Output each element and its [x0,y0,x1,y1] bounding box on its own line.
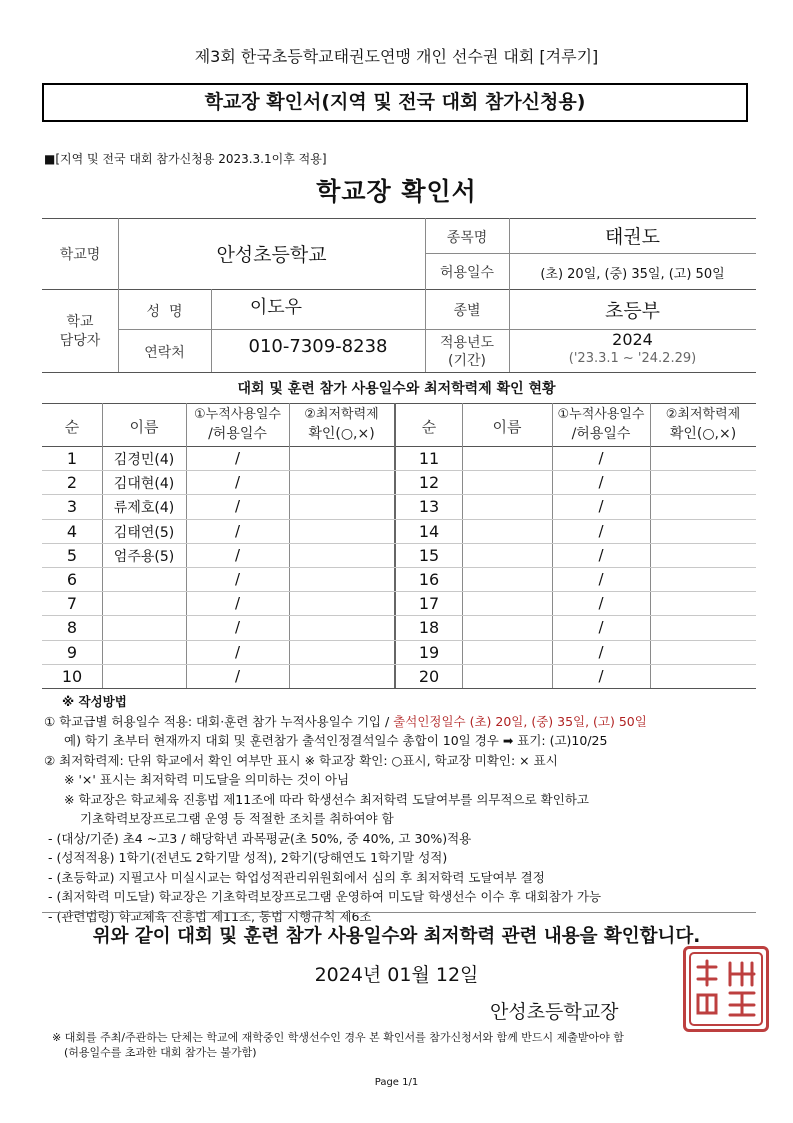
days-used-cell: / [234,618,241,636]
confirmation-statement: 위와 같이 대회 및 훈련 참가 사용일수와 최저학력 관련 내용을 확인합니다. [92,926,701,947]
row-divider [42,591,756,592]
days-used-cell: / [234,473,241,491]
period-value: ('23.3.1 ~ '24.2.29) [568,351,697,366]
row-number: 8 [66,618,78,637]
school-seal-stamp [683,946,769,1032]
name-value: 이도우 [249,297,303,318]
row-divider [42,615,756,616]
row-number: 2 [66,473,78,492]
form-box-title: 학교장 확인서(지역 및 전국 대회 참가신청용) [42,83,748,122]
student-name: 김태연(5) [113,525,175,541]
student-name: 류제호(4) [113,500,175,516]
row-divider [42,519,756,520]
days-used-cell: / [234,643,241,661]
days-used-cell: / [598,522,604,540]
days-used-cell: / [234,594,241,612]
days-used-cell: / [234,546,241,564]
page-number: Page 1/1 [374,1077,419,1088]
row-number: 1 [66,449,78,468]
days-used-cell: / [598,594,604,612]
year-value: 2024 [612,330,653,349]
apply-note: ■[지역 및 전국 대회 참가신청용 2023.3.1이후 적용] [44,152,327,166]
footnote-line-1: ※ 대회를 주최/주관하는 단체는 학교에 재학중인 학생선수인 경우 본 확인서를 참가신청서와 함께 반드시 제출받아야 함 [52,1031,624,1044]
note-1-text: ① 학교급별 허용일수 적용: 대회·훈련 참가 누적사용일수 기입 / [44,713,394,729]
row-number: 9 [66,643,78,662]
days-used-cell: / [598,643,604,661]
row-number: 5 [66,546,78,565]
col-min-left-1: ②최저학력제 [304,407,379,422]
days-used-cell: / [598,667,604,685]
days-used-cell: / [598,618,604,636]
col-days-right-2: /허용일수 [571,426,631,442]
sport-label: 종목명 [446,230,488,246]
days-used-cell: / [598,449,604,467]
row-number: 6 [66,570,78,589]
note-4a: ※ 학교장은 학교체육 진흥법 제11조에 따라 학생선수 최저학력 도달여부를 의무적으로 확인하고 [64,791,589,807]
col-min-right-2: 확인(○,×) [669,426,737,442]
row-number: 10 [61,667,83,686]
days-used-cell: / [234,497,241,515]
days-used-cell: / [234,667,241,685]
col-days-left-2: /허용일수 [208,426,267,442]
category-label: 종별 [453,303,481,319]
detail-1: - (대상/기준) 초4 ~고3 / 해당학년 과목평균(초 50%, 중 40%, 고 30%)적용 [48,830,472,846]
detail-4: - (최저학력 미도달) 학교장은 기초학력보장프로그램 운영하여 미도달 학생선수 이수 후 대회참가 가능 [48,889,602,904]
year-label-1: 적용년도 [439,335,495,351]
col-no-right: 순 [421,418,437,436]
row-number: 16 [418,570,440,589]
notes-bottom-rule [42,912,756,913]
col-name-right: 이름 [492,418,522,436]
detail-5: - (관련법령) 학교체육 진흥법 제11조, 동법 시행규칙 제6조 [48,908,372,924]
note-1-red-text: 출석인정일수 (초) 20일, (중) 35일, (고) 50일 [393,713,647,729]
category-value: 초등부 [604,300,661,322]
row-number: 12 [418,473,440,492]
row-divider [42,664,756,665]
col-days-right-1: ①누적사용일수 [557,407,645,422]
row-divider [42,543,756,544]
row-number: 4 [66,522,78,541]
footnote-line-2: (허용일수를 초과한 대회 참가는 불가함) [64,1046,257,1059]
allowed-days-label: 허용일수 [439,265,495,281]
school-label: 학교명 [59,247,101,263]
roster-title: 대회 및 훈련 참가 사용일수와 최저학력제 확인 현황 [237,381,556,397]
days-used-cell: / [598,570,604,588]
row-number: 13 [418,497,440,516]
row-divider [42,494,756,495]
col-no-left: 순 [64,418,80,436]
days-used-cell: / [234,570,241,588]
name-label: 성 명 [146,304,183,320]
sport-value: 태권도 [604,226,661,248]
col-min-right-1: ②최저학력제 [665,407,741,422]
detail-2: - (성적적용) 1학기(전년도 2학기말 성적), 2학기(당해연도 1학기말 성적) [48,850,448,865]
principal-name: 안성초등학교장 [490,1001,619,1023]
days-used-cell: / [598,473,604,491]
seal-graphic [686,949,766,1029]
note-4b: 기초학력보장프로그램 운영 등 적절한 조치를 취하여야 함 [80,811,394,826]
row-number: 17 [418,594,440,613]
days-used-cell: / [598,497,604,515]
days-used-cell: / [234,449,241,467]
notes-heading: ※ 작성방법 [62,694,127,709]
col-name-left: 이름 [129,418,159,436]
student-name: 엄주용(5) [113,549,175,565]
row-number: 11 [418,449,440,468]
allowed-days-value: (초) 20일, (중) 35일, (고) 50일 [540,267,725,282]
note-1-example: 예) 학기 초부터 현재까지 대회 및 훈련참가 출석인정결석일수 총합이 10일 경우 ➡ 표기: (고)10/25 [64,733,608,748]
footnote [52,1030,772,1060]
student-name: 김대현(4) [113,476,175,492]
row-divider [42,470,756,471]
row-number: 3 [66,497,78,516]
event-title: 제3회 한국초등학교태권도연맹 개인 선수권 대회 [겨루기] [194,47,599,66]
student-name: 김경민(4) [113,452,175,468]
col-min-left-2: 확인(○,×) [308,426,375,442]
manager-label-1: 학교 [66,314,94,330]
writing-instructions [44,692,754,926]
row-number: 20 [418,667,440,686]
contact-label: 연락처 [144,345,185,361]
days-used-cell: / [598,546,604,564]
row-number: 14 [418,522,440,541]
row-number: 19 [418,643,440,662]
col-days-left-1: ①누적사용일수 [193,407,281,422]
row-number: 7 [66,594,78,613]
days-used-cell: / [234,522,241,540]
row-number: 15 [418,546,440,565]
row-divider [42,567,756,568]
row-number: 18 [418,618,440,637]
note-1 [44,712,754,732]
confirmation-date: 2024년 01월 12일 [314,964,479,986]
contact-value: 010-7309-8238 [248,336,388,357]
detail-3: - (초등학교) 지필고사 미실시교는 학업성적관리위원회에서 심의 후 최저학력 도달여부 결정 [48,869,545,885]
note-3: ※ '×' 표시는 최저학력 미도달을 의미하는 것이 아님 [64,772,350,787]
year-label-2: (기간) [448,353,486,369]
row-divider [42,640,756,641]
school-value: 안성초등학교 [216,244,327,266]
note-2: ② 최저학력제: 단위 학교에서 확인 여부만 표시 ※ 학교장 확인: ○표시, 학교장 미확인: × 표시 [44,752,558,768]
main-title: 학교장 확인서 [316,177,477,206]
manager-label-2: 담당자 [59,333,101,349]
